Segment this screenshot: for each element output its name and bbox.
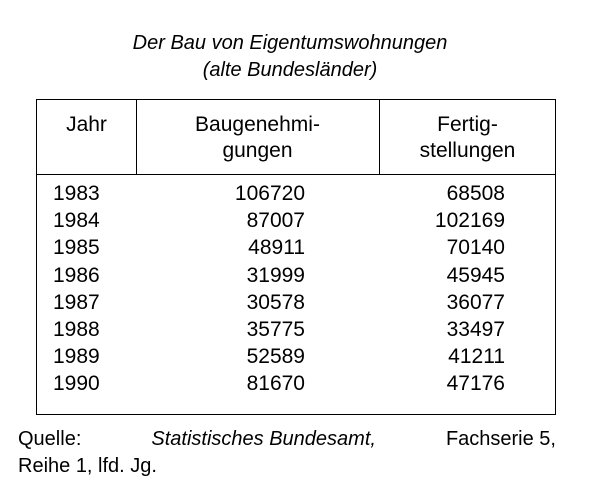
cell-jahr: 1990 xyxy=(53,372,100,396)
cell-jahr: 1984 xyxy=(53,209,100,233)
cell-baugenehmigungen: 30578 xyxy=(246,290,305,314)
data-table xyxy=(36,99,556,415)
cell-fertigstellungen: 70140 xyxy=(446,236,505,260)
header-divider xyxy=(37,174,555,175)
cell-baugenehmigungen: 81670 xyxy=(246,372,305,396)
cell-fertigstellungen: 41211 xyxy=(448,345,505,369)
source-label: Quelle: xyxy=(18,428,82,450)
cell-jahr: 1986 xyxy=(53,263,100,287)
source-detail: Reihe 1, lfd. Jg. xyxy=(18,455,157,477)
table-row xyxy=(37,234,555,261)
cell-fertigstellungen: 102169 xyxy=(434,209,505,233)
cell-fertigstellungen: 47176 xyxy=(446,372,505,396)
table-title: Der Bau von Eigentumswohnungen xyxy=(132,32,448,54)
table-row xyxy=(37,343,555,370)
source-note xyxy=(18,426,556,480)
cell-jahr: 1987 xyxy=(53,290,100,314)
table-row xyxy=(37,370,555,397)
table-subtitle: (alte Bundesländer) xyxy=(202,59,378,81)
source-series: Fachserie 5, xyxy=(445,428,556,450)
cell-fertigstellungen: 68508 xyxy=(446,182,505,205)
cell-baugenehmigungen: 106720 xyxy=(234,182,305,205)
table-row xyxy=(37,262,555,289)
table-row xyxy=(37,207,555,234)
cell-baugenehmigungen: 52589 xyxy=(246,345,305,369)
table-body xyxy=(37,180,555,398)
table-row xyxy=(37,316,555,343)
cell-baugenehmigungen: 48911 xyxy=(248,236,305,260)
cell-fertigstellungen: 33497 xyxy=(446,317,505,341)
cell-baugenehmigungen: 35775 xyxy=(246,317,305,341)
cell-baugenehmigungen: 31999 xyxy=(246,263,305,287)
cell-jahr: 1985 xyxy=(53,236,100,260)
header-fertigstellungen: Fertig- stellungen xyxy=(419,113,516,162)
cell-jahr: 1988 xyxy=(53,317,100,341)
header-baugenehmigungen: Baugenehmi- gungen xyxy=(195,113,320,162)
cell-jahr: 1989 xyxy=(53,345,100,369)
source-publisher: Statistisches Bundesamt, xyxy=(151,428,376,450)
table-row xyxy=(37,180,555,207)
cell-baugenehmigungen: 87007 xyxy=(246,209,305,233)
header-jahr: Jahr xyxy=(66,113,107,136)
cell-jahr: 1983 xyxy=(53,182,100,205)
cell-fertigstellungen: 36077 xyxy=(446,290,505,314)
cell-fertigstellungen: 45945 xyxy=(446,263,505,287)
table-row xyxy=(37,289,555,316)
